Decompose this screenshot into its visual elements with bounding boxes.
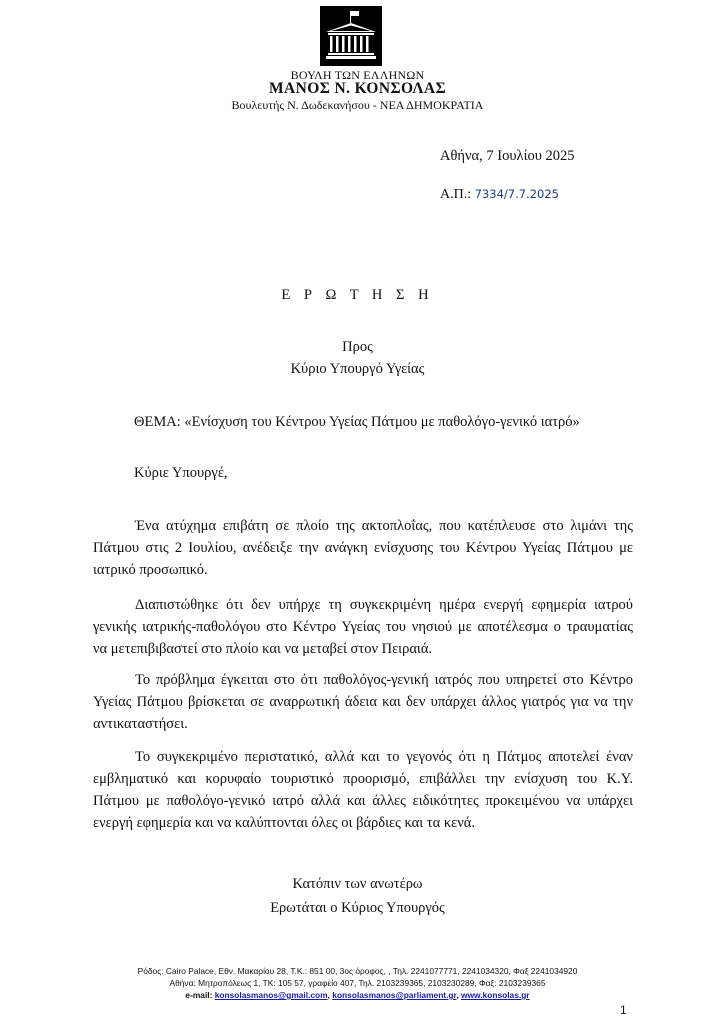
subject-line: ΘΕΜΑ: «Ενίσχυση του Κέντρου Υγείας Πάτμου με παθολόγο-γενικό ιατρό» bbox=[134, 414, 580, 430]
paragraph-line: ιατρικό προσωπικό. bbox=[93, 562, 208, 578]
paragraph-line: Υγείας Πάτμου βρίσκεται σε αναρρωτική άδεια και δεν υπάρχει άλλος γιατρός για να την bbox=[93, 694, 633, 710]
protocol-number: 7334/7.7.2025 bbox=[474, 187, 559, 201]
website-link[interactable]: www.konsolas.gr bbox=[461, 990, 530, 1000]
paragraph-line: Πάτμου στις 2 Ιουλίου, ανέδειξε την ανάγκη ενίσχυσης του Κέντρου Υγείας Πάτμου με bbox=[93, 540, 633, 556]
paragraph-3 bbox=[93, 669, 633, 735]
footer-rhodes-address: Ρόδος: Cairo Palace, Εθν. Μακαρίου 28, Τ.Κ.: 851 00, 3ος όροφος, , Τηλ. 2241077771, 2241034320, Φαξ 2241034920 bbox=[137, 966, 578, 976]
paragraph-line: να μετεπιβιβαστεί στο πλοίο και να μεταβεί στον Πειραιά. bbox=[93, 641, 433, 657]
paragraph-2 bbox=[93, 594, 633, 660]
paragraph-line: ενεργή εφημερία και να καλύπτονται όλες οι βάρδιες και τα κενά. bbox=[93, 815, 475, 831]
paragraph-line: γενικής ιατρικής-παθολόγου στο Κέντρο Υγείας του νησιού με αποτέλεσμα ο τραυματίας bbox=[93, 619, 633, 635]
paragraph-line: Πάτμου με παθολόγο-γενικό ιατρό αλλά και άλλες ειδικότητες προκειμένου να υπάρχει bbox=[93, 793, 633, 809]
document-title: Ε Ρ Ω Τ Η Σ Η bbox=[281, 287, 434, 303]
paragraph-line: αντικαταστήσει. bbox=[93, 716, 188, 732]
parliament-logo-icon bbox=[320, 6, 382, 66]
email-label: e-mail: bbox=[185, 990, 213, 1000]
header-name: ΜΑΝΟΣ Ν. ΚΟΝΣΟΛΑΣ bbox=[269, 80, 446, 97]
closing-line2: Ερωτάται ο Κύριος Υπουργός bbox=[270, 900, 445, 916]
recipient-line2: Κύριο Υπουργό Υγείας bbox=[290, 361, 425, 377]
paragraph-1 bbox=[93, 515, 633, 581]
document-date: Αθήνα, 7 Ιουλίου 2025 bbox=[440, 148, 575, 164]
footer-contacts: e-mail: konsolasmanos@gmail.com, konsolasmanos@parliament.gr, www.konsolas.gr bbox=[185, 990, 530, 1000]
page-number: 1 bbox=[620, 1003, 627, 1017]
paragraph-line: Το συγκεκριμένο περιστατικό, αλλά και το γεγονός ότι η Πάτμος αποτελεί έναν bbox=[135, 749, 633, 765]
paragraph-line: Το πρόβλημα έγκειται στο ότι παθολόγος-γενική ιατρός που υπηρετεί στο Κέντρο bbox=[135, 672, 633, 688]
email-link-parliament[interactable]: konsolasmanos@parliament.gr bbox=[332, 990, 457, 1000]
paragraph-line: Διαπιστώθηκε ότι δεν υπήρχε τη συγκεκριμένη ημέρα ενεργή εφημερία ιατρού bbox=[135, 597, 633, 613]
protocol-line bbox=[440, 187, 559, 203]
closing-line1: Κατόπιν των ανωτέρω bbox=[292, 876, 423, 892]
paragraph-4 bbox=[93, 746, 633, 834]
protocol-label: Α.Π.: bbox=[440, 187, 472, 202]
footer-athens-address: Αθήνα: Μητροπόλεως 1, ΤΚ: 105 57, γραφείο 407, Τηλ. 2103239365, 2103230289, Φαξ: 2103239365 bbox=[169, 978, 546, 988]
recipient-line1: Προς bbox=[342, 339, 373, 355]
email-link-gmail[interactable]: konsolasmanos@gmail.com bbox=[214, 990, 328, 1000]
header-org: ΒΟΥΛΗ ΤΩΝ ΕΛΛΗΝΩΝ bbox=[290, 68, 425, 82]
paragraph-line: εμβληματικό και κορυφαίο τουριστικό προορισμό, επιβάλλει την ενίσχυση του Κ.Υ. bbox=[93, 771, 633, 787]
salutation: Κύριε Υπουργέ, bbox=[134, 465, 228, 481]
paragraph-line: Ένα ατύχημα επιβάτη σε πλοίο της ακτοπλοΐας, που κατέπλευσε στο λιμάνι της bbox=[135, 518, 633, 534]
header-role: Βουλευτής Ν. Δωδεκανήσου - ΝΕΑ ΔΗΜΟΚΡΑΤΙΑ bbox=[231, 98, 484, 112]
